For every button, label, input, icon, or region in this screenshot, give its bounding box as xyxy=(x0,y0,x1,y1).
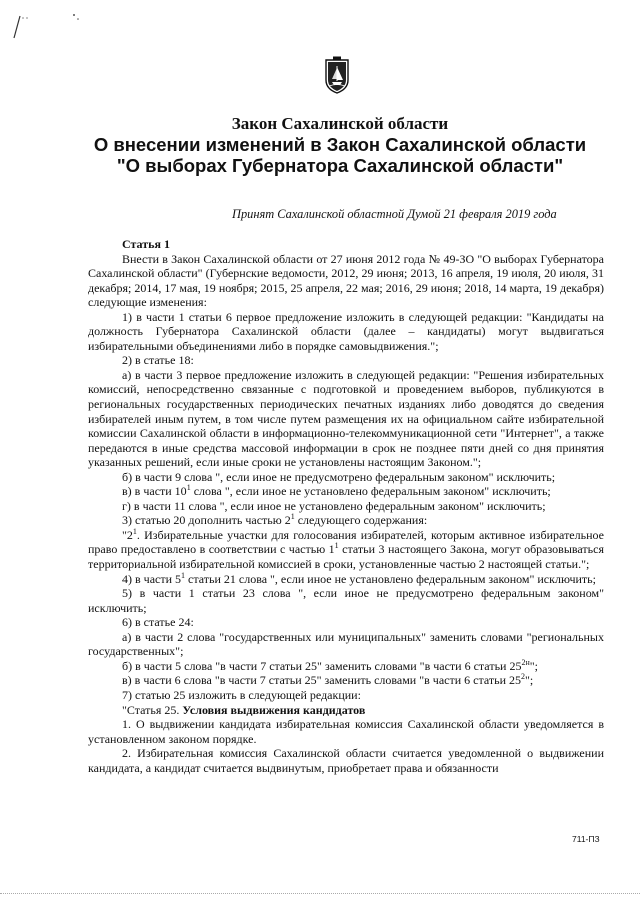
paragraph-quote-part xyxy=(88,528,604,572)
paragraph-item-6b xyxy=(88,659,604,674)
item-6v-end: "; xyxy=(525,673,534,688)
document-body xyxy=(88,237,604,775)
quote-end: статьи 3 настоящего Закона, могут образовываться территориальной избирательной комиссией в сроки, установленные частью 2 настоящей статьи."; xyxy=(88,542,604,572)
paragraph-item-6: 6) в статье 24: xyxy=(122,615,194,630)
paragraph-item-2g: г) в части 11 слова ", если иное не установлено федеральным законом" исключить; xyxy=(122,498,546,513)
adoption-note: Принят Сахалинской областной Думой 21 февраля 2019 года xyxy=(232,207,557,221)
item-4-end: статьи 21 слова ", если иное не установлено федеральным законом" исключить; xyxy=(185,571,596,586)
item-6b-start: б) в части 5 слова "в части 7 статьи 25" заменить словами "в части 6 статьи 25 xyxy=(122,658,522,673)
item-6v-start: в) в части 6 слова "в части 7 статьи 25" заменить словами "в части 6 статьи 25 xyxy=(122,673,522,688)
superscript: 1 xyxy=(290,512,295,522)
item-4-start: 4) в части 5 xyxy=(122,571,182,586)
paragraph-item-3 xyxy=(88,513,604,528)
document-subtitle: О внесении изменений в Закон Сахалинской области "О выборах Губернатора Сахалинской области" xyxy=(93,134,587,176)
article-25-part-1: 1. О выдвижении кандидата избирательная комиссия Сахалинской области уведомляется в установленном законом порядке. xyxy=(88,717,604,746)
paragraph-item-1: 1) в части 1 статьи 6 первое предложение изложить в следующей редакции: "Кандидаты на должность Губернатора Сахалинской области (далее – кандидаты) могут выдвигаться избирательными объединениями либо в порядке самовыдвижения."; xyxy=(88,309,604,353)
item-2v-end: слова ", если иное не установлено федеральным законом" исключить; xyxy=(190,484,551,499)
superscript: 1 xyxy=(334,541,339,551)
paragraph-item-2a: а) в части 3 первое предложение изложить в следующей редакции: "Решения избирательных комиссий, непосредственно связанные с подготовкой и проведением выборов, публикуются в региональных государственных периодических печатных изданиях либо доводятся до сведения избирателей иным путем, в том числе путем размещения их на официальном сайте избирательной комиссии Сахалинской области в информационно-телекоммуникационной сети "Интернет", а также передаются в иные средства массовой информации в срок не позднее пяти дней со дня принятия указанных решений, если иные сроки не установлены настоящим Законом."; xyxy=(88,367,604,470)
article-25-part-2: 2. Избирательная комиссия Сахалинской области считается уведомленной о выдвижении кандидата, а кандидат считается выдвинутым, приобретает права и обязанности xyxy=(88,746,604,775)
superscript: 1 xyxy=(132,526,137,536)
item-3-start: 3) статью 20 дополнить частью 2 xyxy=(122,513,291,528)
document-title: Закон Сахалинской области xyxy=(231,114,449,133)
paragraph-intro: Внести в Закон Сахалинской области от 27 июня 2012 года № 49-ЗО "О выборах Губернатора Сахалинской области" (Губернские ведомости, 2012, 29 июня; 2013, 16 апреля, 19 июля, 20 июля, 31 декабря; 2014, 17 мая, 19 ноября; 2015, 25 апреля, 22 мая; 2016, 29 июня; 2018, 14 марта, 19 декабря) следующие изменения: xyxy=(88,251,604,310)
paragraph-item-2: 2) в статье 18: xyxy=(122,353,194,368)
quote-middle: . Избирательные участки для голосования избирателей, которым активное избирательное право предоставлено в соответствии с частью 1 xyxy=(88,527,604,557)
coat-of-arms-icon xyxy=(324,56,350,94)
item-2v-start: в) в части 10 xyxy=(122,484,187,499)
paragraph-item-6v xyxy=(88,673,604,688)
item-3-end: следующего содержания: xyxy=(294,513,428,528)
paragraph-item-4 xyxy=(88,572,604,587)
scan-corner-marks xyxy=(6,10,86,40)
paragraph-item-2v xyxy=(88,484,604,499)
paragraph-item-2b: б) в части 9 слова ", если иное не предусмотрено федеральным законом" исключить; xyxy=(122,469,556,484)
superscript: 2н xyxy=(521,657,530,667)
paragraph-item-7: 7) статью 25 изложить в следующей редакции: xyxy=(122,687,361,702)
document-code: 711-ПЗ xyxy=(572,834,600,844)
article-25-title: Условия выдвижения кандидатов xyxy=(182,702,366,717)
article-25-label: "Статья 25. xyxy=(122,702,183,717)
quote-start: "2 xyxy=(122,527,133,542)
scan-edge-line xyxy=(0,893,640,895)
superscript: 1 xyxy=(186,483,191,493)
superscript: 2 xyxy=(521,672,526,682)
item-6b-end: "; xyxy=(529,658,538,673)
article-25-heading xyxy=(88,703,604,718)
title-block xyxy=(90,114,590,176)
paragraph-item-6a: а) в части 2 слова "государственных или муниципальных" заменить словами "региональных государственных"; xyxy=(88,629,604,659)
paragraph-item-5: 5) в части 1 статьи 23 слова ", если иное не предусмотрено федеральным законом" исключить; xyxy=(88,586,604,615)
article-heading: Статья 1 xyxy=(122,237,170,251)
superscript: 1 xyxy=(181,570,186,580)
